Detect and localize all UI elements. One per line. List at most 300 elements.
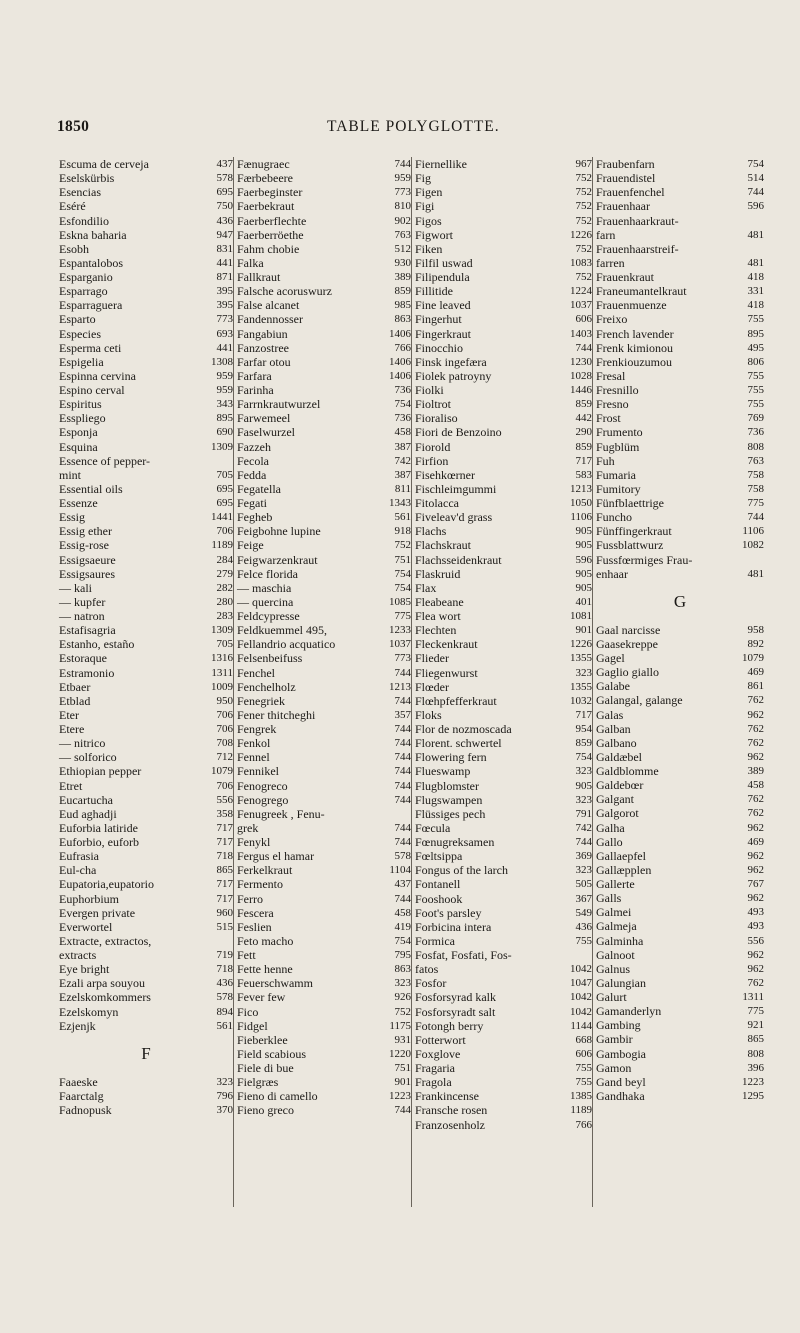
index-entry	[59, 270, 233, 284]
entry-page-number: 1406	[389, 327, 411, 340]
entry-term: Frauendistel	[596, 171, 656, 186]
entry-term: Espiritus	[59, 397, 102, 412]
entry-term: Ethiopian pepper	[59, 764, 142, 779]
index-entry	[415, 341, 592, 355]
index-entry	[596, 976, 764, 990]
index-entry	[596, 905, 764, 919]
index-entry	[59, 736, 233, 750]
entry-page-number: 718	[216, 850, 233, 863]
entry-page-number: 1230	[570, 355, 592, 368]
entry-page-number: 921	[747, 1019, 764, 1032]
entry-term: Fegheb	[237, 510, 273, 525]
entry-term: Forbicina intera	[415, 919, 492, 934]
entry-term: Fenchelholz	[237, 679, 296, 694]
entry-term: Fiken	[415, 241, 443, 256]
entry-term: Flœder	[415, 679, 449, 694]
index-entry	[415, 1033, 592, 1047]
index-entry	[596, 651, 764, 665]
entry-page-number: 505	[575, 878, 592, 891]
entry-term: Faselwurzel	[237, 425, 295, 440]
entry-page-number: 493	[747, 906, 764, 919]
entry-term: Figwort	[415, 227, 454, 242]
index-column-1	[59, 157, 233, 1207]
entry-page-number: 578	[216, 991, 233, 1004]
entry-page-number: 1308	[211, 355, 233, 368]
entry-term: Fresal	[596, 368, 626, 383]
index-entry	[596, 355, 764, 369]
index-entry	[59, 482, 233, 496]
entry-term: Færbebeere	[237, 171, 293, 186]
entry-page-number: 458	[394, 906, 411, 919]
entry-page-number: 1309	[211, 440, 233, 453]
index-entry	[237, 284, 411, 298]
entry-page-number: 583	[575, 468, 592, 481]
index-entry	[415, 934, 592, 948]
entry-term: Galha	[596, 820, 625, 835]
entry-page-number: 871	[216, 271, 233, 283]
entry-page-number: 755	[575, 1076, 592, 1089]
entry-page-number: 1079	[742, 652, 764, 664]
entry-page-number: 280	[216, 595, 233, 608]
entry-term: Gallaepfel	[596, 848, 646, 863]
entry-term: Flea wort	[415, 609, 461, 623]
index-entry	[415, 214, 592, 228]
entry-page-number: 418	[747, 299, 764, 312]
index-entry	[596, 877, 764, 891]
index-entry	[237, 341, 411, 355]
index-entry	[237, 694, 411, 708]
entry-page-number: 279	[216, 567, 233, 580]
entry-page-number: 706	[216, 779, 233, 792]
entry-page-number: 1082	[742, 539, 764, 552]
entry-term: Galnoot	[596, 947, 635, 962]
entry-page-number: 754	[394, 581, 411, 594]
entry-page-number: 1085	[389, 595, 411, 608]
index-entry	[237, 524, 411, 538]
entry-page-number: 1223	[389, 1090, 411, 1103]
index-entry	[237, 736, 411, 750]
entry-term: Flugblomster	[415, 778, 480, 793]
index-entry	[59, 425, 233, 439]
index-entry	[237, 383, 411, 397]
entry-term: Fussfœrmiges Frau-	[596, 552, 693, 567]
entry-page-number: 806	[747, 355, 764, 368]
entry-list	[59, 1075, 233, 1117]
entry-term: Feige	[237, 538, 264, 553]
entry-term: Fett	[237, 948, 256, 962]
index-entry	[596, 171, 764, 185]
index-entry	[59, 694, 233, 708]
index-entry	[59, 962, 233, 976]
entry-term: Esobh	[59, 241, 89, 256]
index-entry	[415, 651, 592, 665]
entry-term: Especies	[59, 326, 101, 341]
index-entry	[237, 962, 411, 976]
index-entry	[415, 454, 592, 468]
entry-page-number: 773	[394, 186, 411, 199]
entry-term: Fennel	[237, 750, 270, 765]
index-entry	[596, 242, 764, 256]
entry-page-number: 458	[394, 426, 411, 439]
index-entry	[237, 793, 411, 807]
index-entry	[415, 157, 592, 171]
index-entry	[237, 327, 411, 341]
index-entry	[59, 906, 233, 920]
entry-term: French lavender	[596, 326, 674, 341]
entry-term: Fig	[415, 171, 432, 186]
entry-term: Galdebœr	[596, 778, 644, 793]
entry-page-number: 1213	[570, 482, 592, 495]
index-entry	[415, 920, 592, 934]
index-entry	[596, 1004, 764, 1018]
entry-term: Frankincense	[415, 1089, 479, 1104]
index-entry	[59, 934, 233, 948]
index-entry	[237, 1047, 411, 1061]
entry-page-number: 744	[394, 751, 411, 764]
entry-term: Fugblüm	[596, 439, 640, 454]
index-entry	[596, 284, 764, 298]
entry-term: Gallæpplen	[596, 862, 652, 877]
entry-term: Faerbekraut	[237, 199, 295, 214]
entry-page-number: 744	[394, 779, 411, 792]
index-entry	[59, 157, 233, 171]
index-entry	[596, 425, 764, 439]
entry-page-number: 863	[394, 313, 411, 326]
entry-page-number: 706	[216, 723, 233, 735]
index-entry	[596, 383, 764, 397]
index-entry	[59, 892, 233, 906]
entry-page-number: 1311	[211, 666, 233, 679]
entry-page-number: 1104	[389, 864, 411, 877]
entry-page-number: 736	[394, 384, 411, 396]
entry-term: Fænugraec	[237, 157, 290, 171]
entry-term: Etblad	[59, 693, 91, 708]
entry-term: Fresno	[596, 397, 629, 412]
index-entry	[237, 680, 411, 694]
entry-term: Galls	[596, 891, 622, 906]
entry-term: Fiele di bue	[237, 1061, 294, 1075]
entry-page-number: 556	[216, 793, 233, 806]
entry-page-number: 762	[747, 976, 764, 989]
index-entry	[415, 355, 592, 369]
entry-page-number: 752	[394, 539, 411, 552]
entry-page-number: 859	[575, 440, 592, 453]
index-entry	[59, 510, 233, 524]
entry-page-number: 343	[216, 398, 233, 411]
entry-term: Frumento	[596, 425, 643, 440]
entry-page-number: 758	[747, 468, 764, 481]
entry-term: Fosfat, Fosfati, Fos-	[415, 948, 512, 962]
entry-page-number: 744	[394, 793, 411, 806]
index-entry	[237, 425, 411, 439]
entry-page-number: 744	[575, 836, 592, 848]
index-entry	[59, 948, 233, 962]
entry-page-number: 717	[216, 836, 233, 848]
index-entry	[415, 1061, 592, 1075]
entry-term: Frenk kimionou	[596, 340, 673, 355]
entry-page-number: 418	[747, 271, 764, 283]
entry-term: Euforbio, euforb	[59, 835, 139, 849]
index-entry	[415, 199, 592, 213]
entry-page-number: 752	[575, 214, 592, 227]
entry-term: Fenykl	[237, 835, 271, 849]
entry-page-number: 959	[394, 172, 411, 185]
index-entry	[59, 849, 233, 863]
entry-term: Galnus	[596, 961, 630, 976]
entry-term: Farfar otou	[237, 354, 291, 369]
entry-term: Eséré	[59, 199, 86, 214]
entry-term: Gallerte	[596, 877, 635, 891]
entry-term: — quercina	[237, 594, 294, 609]
index-entry	[415, 312, 592, 326]
index-entry	[237, 595, 411, 609]
index-entry	[596, 891, 764, 905]
entry-page-number: 1295	[742, 1089, 764, 1102]
index-entry	[415, 284, 592, 298]
entry-page-number: 561	[394, 511, 411, 524]
entry-page-number: 926	[394, 991, 411, 1004]
entry-term: Flieder	[415, 651, 449, 666]
index-entry	[415, 990, 592, 1004]
entry-term: Esparrago	[59, 284, 108, 299]
index-entry	[59, 553, 233, 567]
index-entry	[596, 454, 764, 468]
index-entry	[596, 228, 764, 242]
index-entry	[415, 524, 592, 538]
index-entry	[59, 708, 233, 722]
entry-term: Gand beyl	[596, 1074, 646, 1089]
entry-term: Frost	[596, 411, 621, 426]
entry-term: Escuma de cerveja	[59, 157, 149, 171]
index-entry	[237, 623, 411, 637]
index-entry	[596, 1075, 764, 1089]
entry-term: Farwemeel	[237, 411, 291, 426]
entry-page-number: 323	[216, 1075, 233, 1088]
index-entry	[415, 835, 592, 849]
entry-term: Farinha	[237, 383, 274, 397]
entry-page-number: 389	[394, 271, 411, 283]
entry-term: Fleckenkraut	[415, 637, 478, 652]
entry-page-number: 481	[747, 256, 764, 269]
index-entry	[59, 976, 233, 990]
entry-term: Fooshook	[415, 891, 463, 906]
entry-page-number: 441	[216, 341, 233, 354]
entry-term: Esspliego	[59, 411, 106, 426]
entry-term: Fergus el hamar	[237, 849, 315, 864]
index-entry	[415, 849, 592, 863]
entry-term: Fieno greco	[237, 1103, 294, 1118]
entry-page-number: 695	[216, 497, 233, 509]
entry-term: Ezali arpa souyou	[59, 976, 145, 991]
entry-page-number: 931	[394, 1033, 411, 1046]
index-entry	[596, 482, 764, 496]
index-entry	[415, 863, 592, 877]
entry-term: Figos	[415, 213, 442, 228]
entry-term: Feuerschwamm	[237, 976, 313, 991]
index-entry	[237, 807, 411, 821]
index-entry	[415, 581, 592, 595]
index-entry	[415, 468, 592, 482]
entry-page-number: 905	[575, 539, 592, 552]
entry-page-number: 717	[216, 878, 233, 891]
entry-term: Fraubenfarn	[596, 157, 655, 171]
entry-term: Florent. schwertel	[415, 736, 502, 751]
index-entry	[596, 934, 764, 948]
entry-term: Fidgel	[237, 1018, 268, 1033]
entry-term: Ferro	[237, 891, 263, 906]
index-entry	[59, 609, 233, 623]
index-entry	[237, 779, 411, 793]
entry-page-number: 767	[747, 878, 764, 890]
entry-page-number: 895	[216, 412, 233, 425]
entry-term: Fellandrio acquatico	[237, 637, 336, 652]
entry-term: Fecola	[237, 453, 269, 468]
index-entry	[415, 666, 592, 680]
entry-page-number: 1042	[570, 963, 592, 976]
section-letter-g: G	[673, 591, 687, 611]
entry-page-number: 865	[216, 864, 233, 877]
index-entry	[237, 906, 411, 920]
index-entry	[59, 468, 233, 482]
entry-term: Eul-cha	[59, 863, 97, 878]
entry-page-number: 436	[575, 920, 592, 933]
entry-page-number: 369	[575, 850, 592, 863]
entry-term: Fussblattwurz	[596, 538, 664, 553]
entry-page-number: 1446	[570, 384, 592, 396]
entry-page-number: 1226	[570, 638, 592, 651]
entry-term: Galgant	[596, 792, 634, 807]
entry-page-number: 744	[394, 821, 411, 834]
index-entry	[59, 185, 233, 199]
entry-page-number: 437	[394, 878, 411, 891]
index-entry	[596, 397, 764, 411]
entry-term: Fliegenwurst	[415, 665, 478, 680]
entry-page-number: 755	[747, 313, 764, 326]
index-entry	[596, 185, 764, 199]
entry-page-number: 515	[216, 920, 233, 933]
entry-page-number: 962	[747, 948, 764, 961]
entry-page-number: 387	[394, 440, 411, 453]
entry-list	[596, 623, 764, 1103]
entry-page-number: 596	[575, 553, 592, 566]
entry-list	[59, 157, 233, 1033]
entry-page-number: 395	[216, 285, 233, 298]
entry-page-number: 442	[575, 412, 592, 425]
index-entry	[237, 637, 411, 651]
index-entry	[237, 877, 411, 891]
entry-page-number: 1175	[389, 1019, 411, 1032]
entry-page-number: 795	[394, 949, 411, 961]
entry-term: Eye bright	[59, 962, 110, 977]
entry-page-number: 717	[575, 454, 592, 467]
index-entry	[59, 369, 233, 383]
entry-page-number: 578	[216, 172, 233, 185]
entry-page-number: 796	[216, 1089, 233, 1102]
entry-term: Eucartucha	[59, 792, 113, 807]
entry-term: Fedda	[237, 467, 267, 482]
entry-term: False alcanet	[237, 298, 300, 313]
entry-page-number: 357	[394, 708, 411, 721]
entry-page-number: 705	[216, 468, 233, 481]
index-entry	[237, 355, 411, 369]
index-entry	[415, 383, 592, 397]
entry-term: Fingerhut	[415, 312, 462, 327]
index-entry	[59, 298, 233, 312]
entry-page-number: 1224	[570, 285, 592, 298]
index-entry	[237, 538, 411, 552]
entry-term: Frauenmuenze	[596, 298, 667, 313]
entry-page-number: 905	[575, 567, 592, 580]
entry-term: Esencias	[59, 185, 101, 200]
index-entry	[237, 214, 411, 228]
entry-term: Fioltrot	[415, 397, 452, 412]
entry-term: Fioraliso	[415, 411, 458, 426]
entry-term: Esponja	[59, 425, 98, 440]
index-entry	[596, 567, 764, 581]
entry-page-number: 755	[575, 934, 592, 947]
entry-page-number: 750	[216, 200, 233, 213]
index-entry	[237, 397, 411, 411]
entry-term: Galas	[596, 707, 624, 722]
entry-page-number: 766	[575, 1118, 592, 1131]
entry-term: Figi	[415, 199, 435, 214]
entry-page-number: 1042	[570, 991, 592, 1004]
entry-page-number: 712	[216, 751, 233, 764]
entry-term: Feslien	[237, 919, 272, 934]
index-entry	[415, 694, 592, 708]
entry-page-number: 962	[747, 750, 764, 763]
index-entry	[415, 623, 592, 637]
entry-page-number: 578	[394, 850, 411, 863]
index-entry	[59, 256, 233, 270]
entry-term: Galban	[596, 721, 631, 736]
entry-page-number: 811	[394, 482, 411, 495]
index-entry	[415, 228, 592, 242]
index-entry	[59, 567, 233, 581]
entry-term: Everwortel	[59, 919, 113, 934]
entry-term: Flœhpfefferkraut	[415, 693, 497, 708]
index-entry	[59, 680, 233, 694]
entry-term: Essential oils	[59, 481, 123, 496]
entry-term: Essigsaeure	[59, 552, 116, 567]
index-entry	[415, 327, 592, 341]
index-entry	[59, 496, 233, 510]
page-number: 1850	[57, 118, 90, 135]
index-entry	[415, 256, 592, 270]
entry-list	[596, 157, 764, 581]
index-entry	[59, 284, 233, 298]
entry-page-number: 1189	[211, 539, 233, 552]
entry-term: Fiernellike	[415, 157, 467, 171]
entry-term: Formica	[415, 933, 455, 948]
index-entry	[415, 1103, 592, 1117]
entry-page-number: 389	[747, 765, 764, 777]
entry-term: Franeumantelkraut	[596, 284, 687, 299]
entry-term: Eud aghadji	[59, 806, 117, 821]
entry-page-number: 1009	[211, 680, 233, 693]
index-entry	[415, 807, 592, 821]
entry-term: Fongus of the larch	[415, 863, 508, 878]
index-entry	[59, 1103, 233, 1117]
entry-page-number: 863	[394, 963, 411, 976]
entry-term: Essenze	[59, 496, 98, 510]
entry-term: Frauenhaarstreif-	[596, 241, 679, 256]
entry-term: Galminha	[596, 933, 644, 948]
entry-term: Flor de nozmoscada	[415, 722, 512, 736]
entry-term: Essence of pepper-	[59, 453, 151, 468]
index-entry	[596, 553, 764, 567]
entry-page-number: 1213	[389, 680, 411, 693]
